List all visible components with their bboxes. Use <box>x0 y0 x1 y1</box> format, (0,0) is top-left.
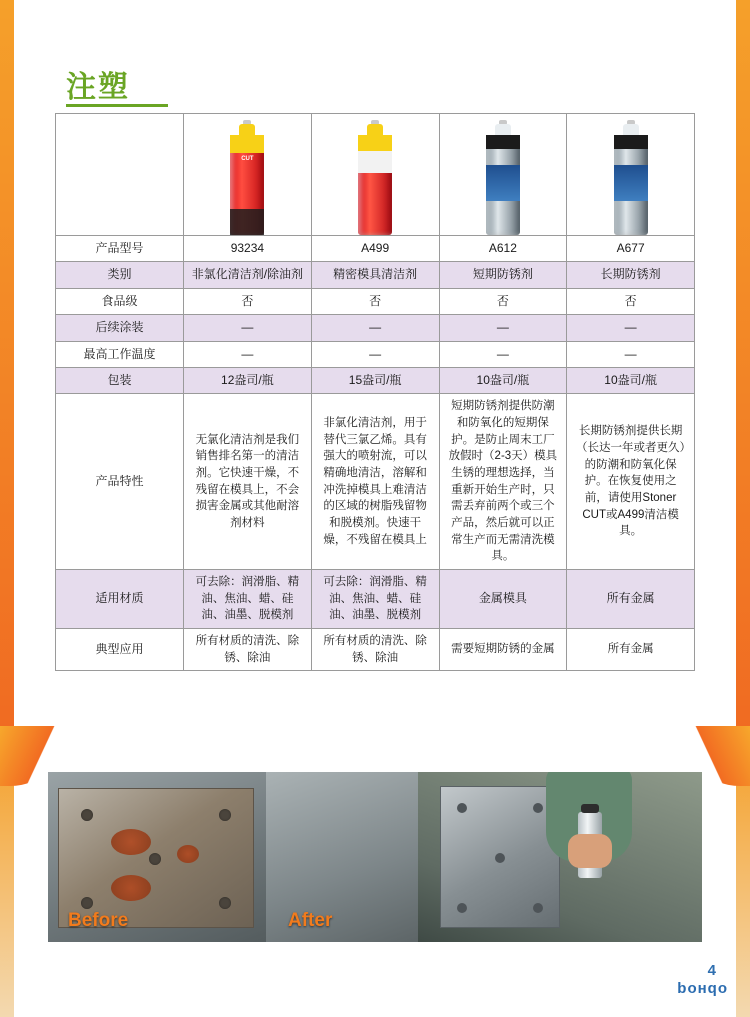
brand-logo: boнqo <box>677 980 728 997</box>
photo-panel-spraying <box>418 772 702 942</box>
table-row-materials <box>56 570 695 629</box>
spray-can-icon <box>486 135 520 235</box>
before-label: Before <box>68 910 129 931</box>
row-label: 食品级 <box>56 288 184 314</box>
product-image-a677 <box>567 114 695 236</box>
row-label: 类别 <box>56 262 184 288</box>
table-row-packaging <box>56 367 695 393</box>
cell-value: — <box>311 341 439 367</box>
spray-can-icon: CUT <box>230 135 264 235</box>
product-image-93234 <box>184 114 312 236</box>
table-row-food-grade <box>56 288 695 314</box>
table-row-model <box>56 236 695 262</box>
spray-can-icon <box>358 135 392 235</box>
cell-value: — <box>567 341 695 367</box>
mold-block <box>440 786 560 928</box>
cell-value: 12盎司/瓶 <box>184 367 312 393</box>
after-label: After <box>288 910 333 931</box>
cell-value: 可去除：润滑脂、精油、焦油、蜡、硅油、油墨、脱模剂 <box>311 570 439 629</box>
product-spec-table <box>55 113 695 671</box>
table-row-max-temp <box>56 341 695 367</box>
cell-value: — <box>439 341 567 367</box>
table-row-applications <box>56 629 695 671</box>
cell-value: 所有材质的清洗、除锈、除油 <box>184 629 312 671</box>
cell-value: 无氯化清洁剂是我们销售排名第一的清洁剂。它快速干燥，不残留在模具上，不会损害金属或其他耐溶剂材料 <box>184 394 312 570</box>
page-edge-left-top <box>0 0 14 742</box>
cell-value: 否 <box>439 288 567 314</box>
worker-hand <box>568 834 612 868</box>
cell-value: A677 <box>567 236 695 262</box>
cell-value: — <box>567 315 695 341</box>
table-row-category <box>56 262 695 288</box>
cell-value: 金属模具 <box>439 570 567 629</box>
row-label: 包装 <box>56 367 184 393</box>
row-label-images <box>56 114 184 236</box>
cell-value: 10盎司/瓶 <box>567 367 695 393</box>
cell-value: 长期防锈剂 <box>567 262 695 288</box>
page-number: 4 <box>707 962 716 979</box>
cell-value: A612 <box>439 236 567 262</box>
cell-value: 否 <box>311 288 439 314</box>
row-label: 适用材质 <box>56 570 184 629</box>
cell-value: 93234 <box>184 236 312 262</box>
cell-value: 非氯化清洁剂，用于替代三氯乙烯。具有强大的喷射流，可以精确地清洁，溶解和冲洗掉模具上难清洁的区域的树脂残留物和脱模剂。快速干燥，不残留在模具上 <box>311 394 439 570</box>
cell-value: — <box>439 315 567 341</box>
cell-value: 否 <box>567 288 695 314</box>
table-row-product-images <box>56 114 695 236</box>
row-label: 后续涂装 <box>56 315 184 341</box>
cell-value: 需要短期防锈的金属 <box>439 629 567 671</box>
row-label: 典型应用 <box>56 629 184 671</box>
cell-value: — <box>184 341 312 367</box>
cell-value: 可去除：润滑脂、精油、焦油、蜡、硅油、油墨、脱模剂 <box>184 570 312 629</box>
page-edge-right-top <box>736 0 750 742</box>
cell-value: 长期防锈剂提供长期（长达一年或者更久）的防潮和防氧化保护。在恢复使用之前，请使用Stoner CUT或A499清洁模具。 <box>567 394 695 570</box>
product-image-a499 <box>311 114 439 236</box>
before-after-photo <box>48 772 702 942</box>
cell-value: 短期防锈剂提供防潮和防氧化的短期保护。是防止周末工厂放假时（2-3天）模具生锈的理想选择，当重新开始生产时，只需丢弃前两个或三个产品，然后就可以正常生产而无需清洗模具。 <box>439 394 567 570</box>
row-label: 产品型号 <box>56 236 184 262</box>
cell-value: A499 <box>311 236 439 262</box>
cell-value: — <box>184 315 312 341</box>
table-row-post-coating <box>56 315 695 341</box>
cell-value: 否 <box>184 288 312 314</box>
cell-value: 所有材质的清洗、除锈、除油 <box>311 629 439 671</box>
page-title: 注塑 <box>66 71 130 104</box>
cell-value: — <box>311 315 439 341</box>
cell-value: 10盎司/瓶 <box>439 367 567 393</box>
product-image-a612 <box>439 114 567 236</box>
cell-value: 15盎司/瓶 <box>311 367 439 393</box>
row-label: 最高工作温度 <box>56 341 184 367</box>
title-underline <box>66 104 168 107</box>
cell-value: 非氯化清洁剂/除油剂 <box>184 262 312 288</box>
cell-value: 所有金属 <box>567 570 695 629</box>
cell-value: 短期防锈剂 <box>439 262 567 288</box>
cell-value: 所有金属 <box>567 629 695 671</box>
table-row-features <box>56 394 695 570</box>
row-label: 产品特性 <box>56 394 184 570</box>
rusty-mold-plate <box>58 788 254 928</box>
cell-value: 精密模具清洁剂 <box>311 262 439 288</box>
spray-can-icon <box>614 135 648 235</box>
